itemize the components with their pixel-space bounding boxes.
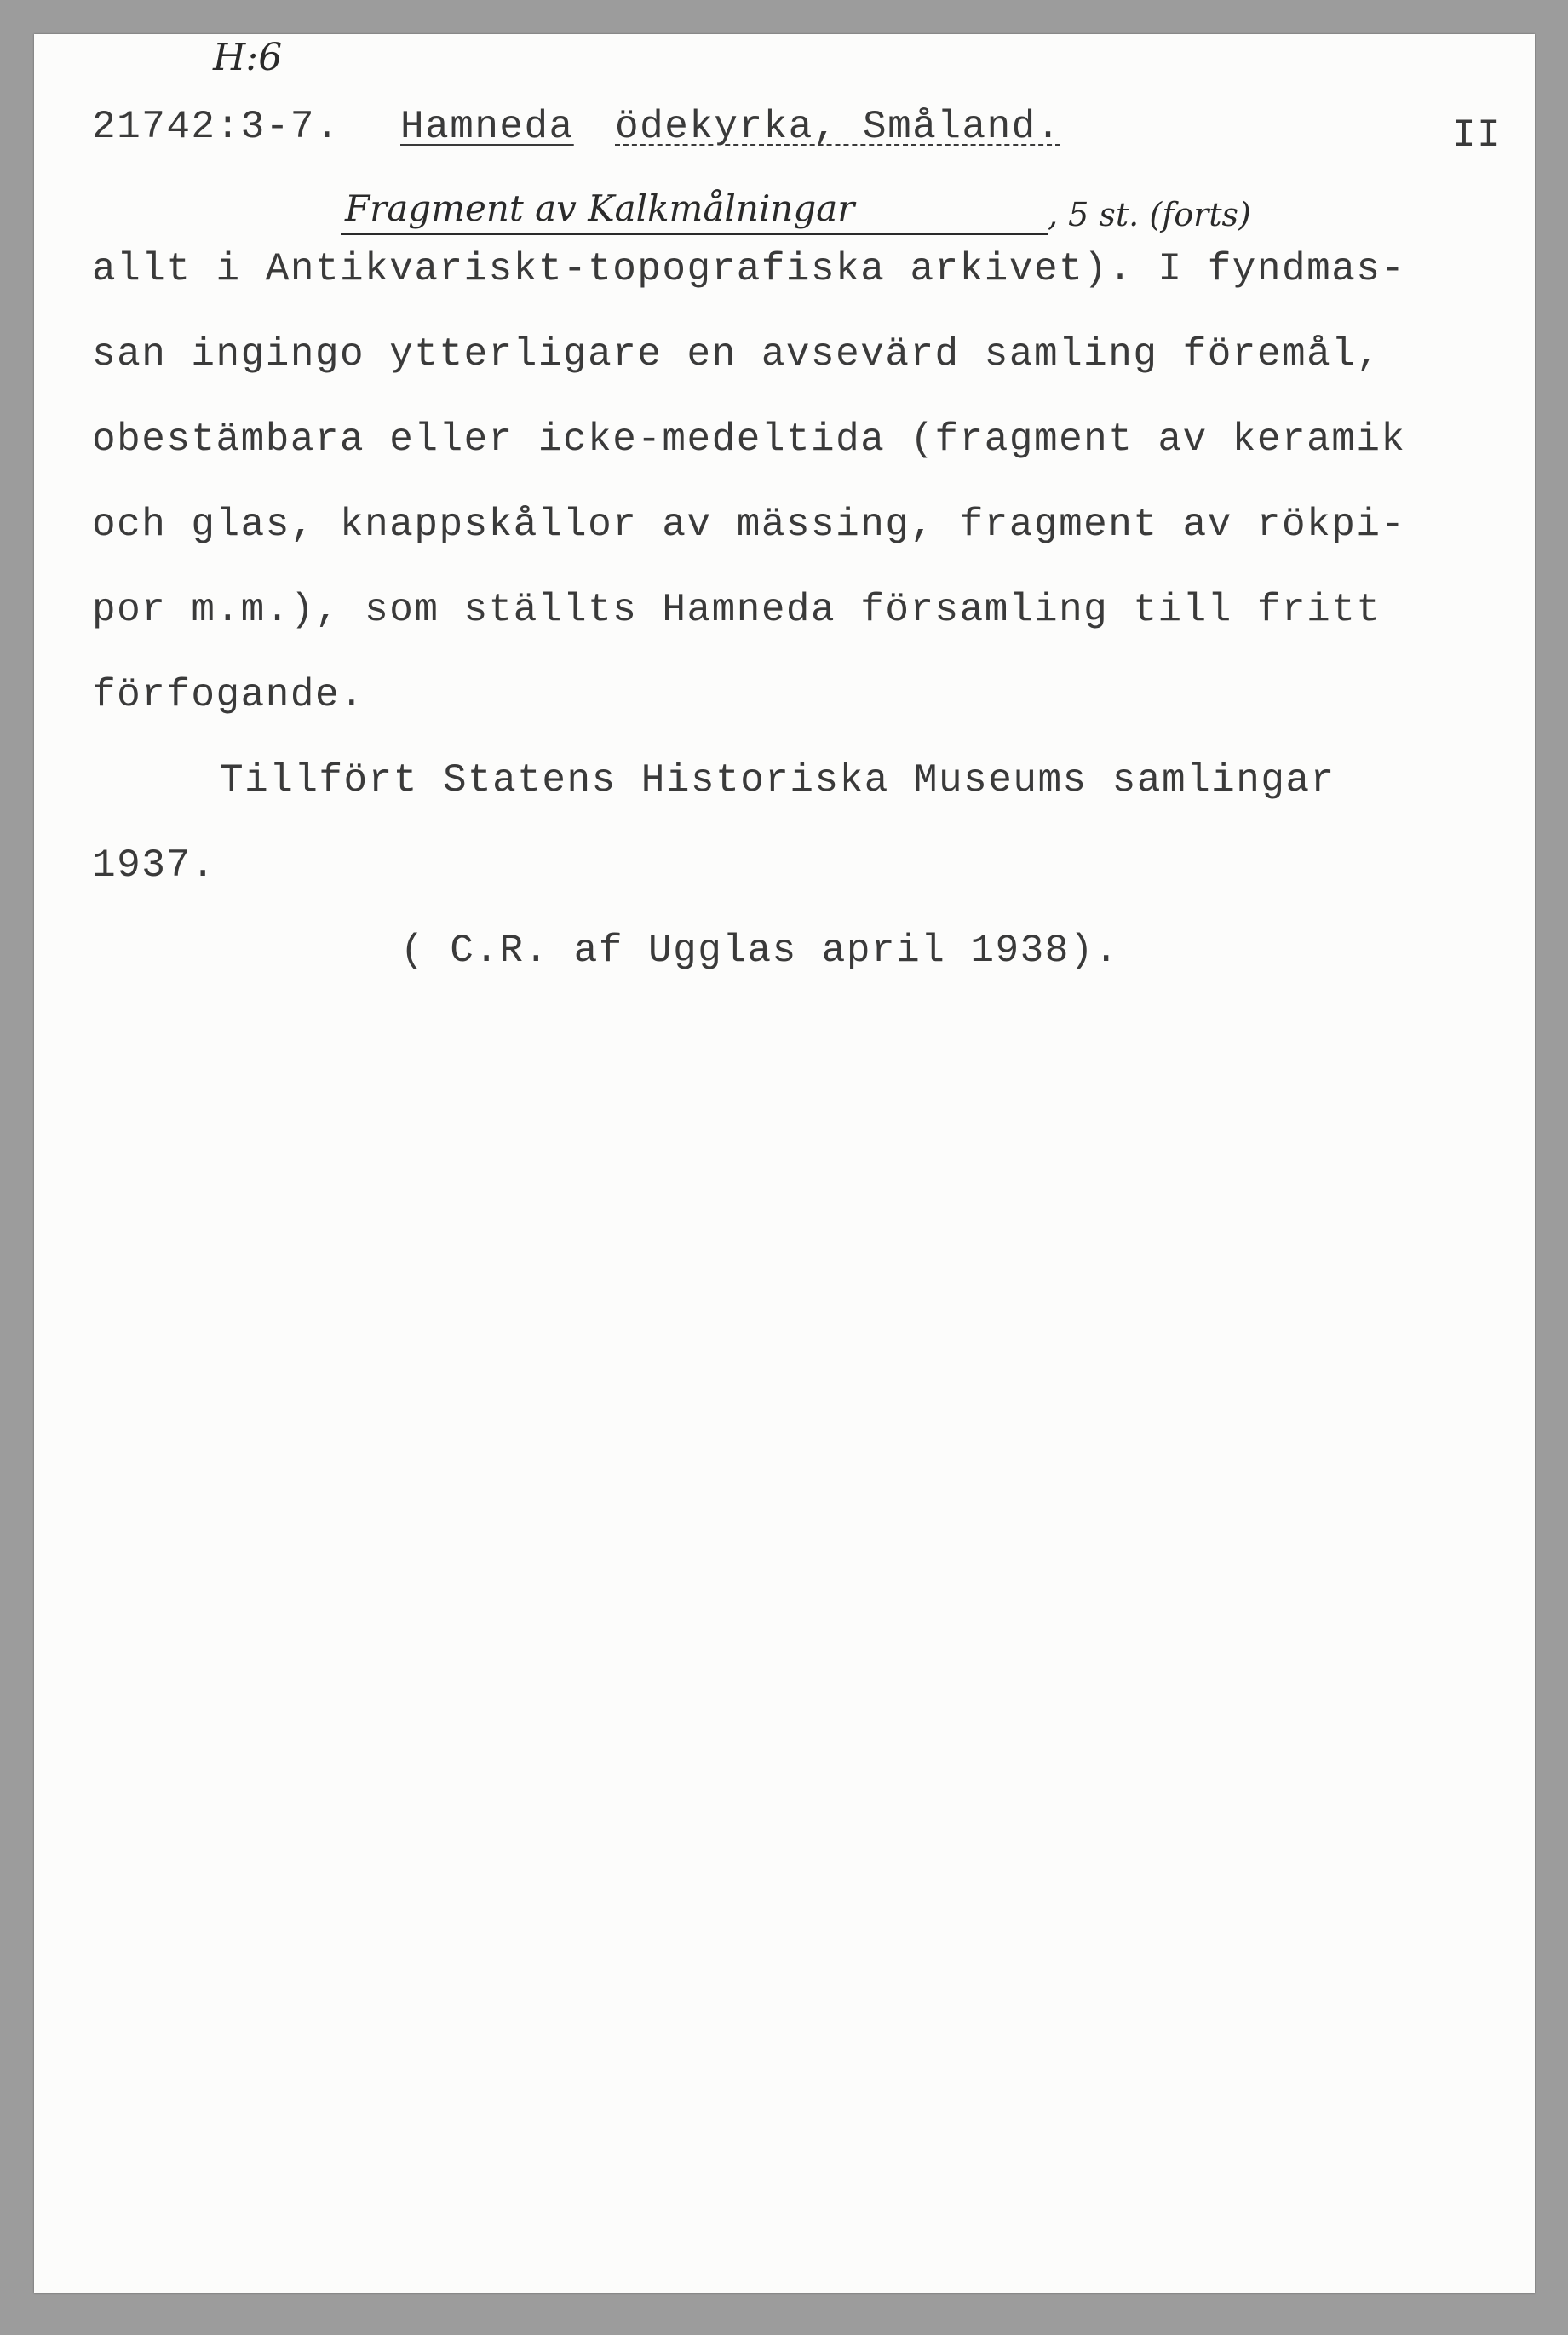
- page-number: II: [1452, 113, 1502, 158]
- body-line-8: 1937.: [92, 843, 216, 888]
- handwritten-note: , 5 st. (forts): [1048, 196, 1251, 233]
- handwritten-heading: Fragment av Kalkmålningar: [345, 187, 855, 229]
- shelf-mark: H:6: [213, 36, 283, 79]
- body-line-5: por m.m.), som ställts Hamneda församling till fritt: [92, 588, 1381, 632]
- body-line-6: förfogande.: [92, 673, 365, 717]
- inventory-number: 21742:3-7.: [92, 105, 341, 149]
- signature-line: ( C.R. af Ugglas april 1938).: [400, 929, 1120, 973]
- body-line-3: obestämbara eller icke-medeltida (fragment av keramik: [92, 417, 1406, 462]
- catalog-card: [34, 34, 1535, 2293]
- title-place: Hamneda: [400, 105, 574, 149]
- body-line-7: Tillfört Statens Historiska Museums samlingar: [220, 758, 1335, 802]
- body-line-1: allt i Antikvariskt-topografiska arkivet). I fyndmas-: [92, 247, 1406, 291]
- title-location: ödekyrka, Småland.: [615, 105, 1061, 149]
- body-line-2: san ingingo ytterligare en avsevärd samling föremål,: [92, 332, 1381, 377]
- body-line-4: och glas, knappskållor av mässing, fragment av rökpi-: [92, 503, 1406, 547]
- handwritten-underline: [341, 233, 1048, 235]
